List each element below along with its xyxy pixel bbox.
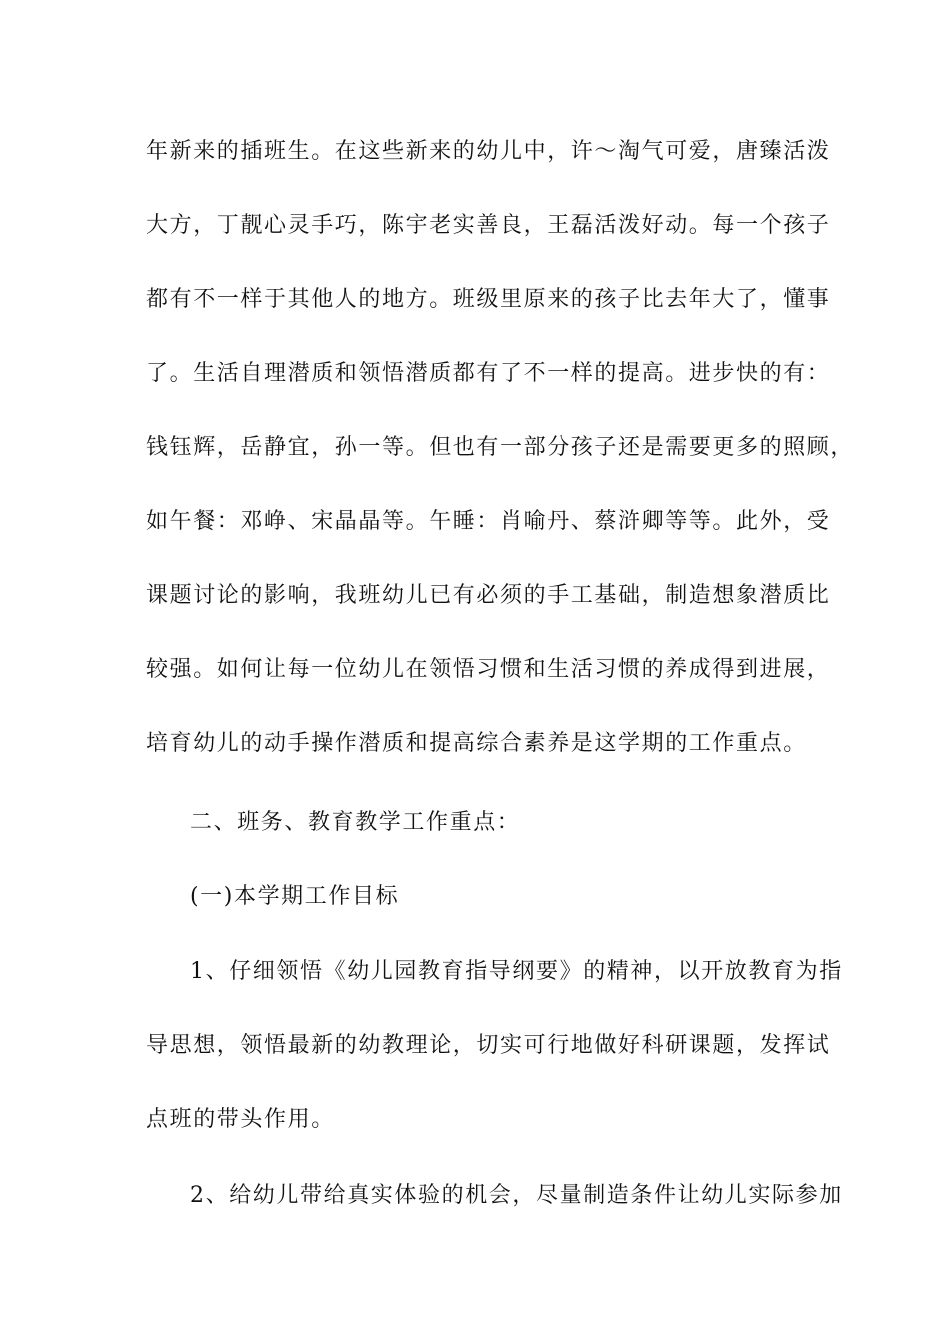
- text-line: 培育幼儿的动手操作潜质和提高综合素养是这学期的工作重点。: [146, 731, 807, 756]
- text-line: 年新来的插班生。在这些新来的幼儿中，许～淘气可爱，唐臻活泼: [146, 139, 831, 164]
- section-heading: 二、班务、教育教学工作重点：: [190, 810, 521, 835]
- text-line: 导思想，领悟最新的幼教理论，切实可行地做好科研课题，发挥试: [146, 1033, 831, 1058]
- subsection-heading: (一)本学期工作目标: [190, 884, 400, 909]
- text-line: 钱钰辉，岳静宜，孙一等。但也有一部分孩子还是需要更多的照顾，: [146, 435, 855, 460]
- text-line: 了。生活自理潜质和领悟潜质都有了不一样的提高。进步快的有：: [146, 361, 831, 386]
- text-line: 课题讨论的影响，我班幼儿已有必须的手工基础，制造想象潜质比: [146, 583, 831, 608]
- text-line: 2、给幼儿带给真实体验的机会，尽量制造条件让幼儿实际参加: [190, 1183, 843, 1208]
- text-line: 较强。如何让每一位幼儿在领悟习惯和生活习惯的养成得到进展，: [146, 657, 831, 682]
- text-line: 点班的带头作用。: [146, 1107, 335, 1132]
- text-line: 大方，丁靓心灵手巧，陈宇老实善良，王磊活泼好动。每一个孩子: [146, 213, 831, 238]
- text-line: 如午餐：邓峥、宋晶晶等。午睡：肖喻丹、蔡浒卿等等。此外，受: [146, 509, 831, 534]
- text-line: 都有不一样于其他人的地方。班级里原来的孩子比去年大了，懂事: [146, 287, 831, 312]
- text-line: 1、仔细领悟《幼儿园教育指导纲要》的精神，以开放教育为指: [190, 959, 843, 984]
